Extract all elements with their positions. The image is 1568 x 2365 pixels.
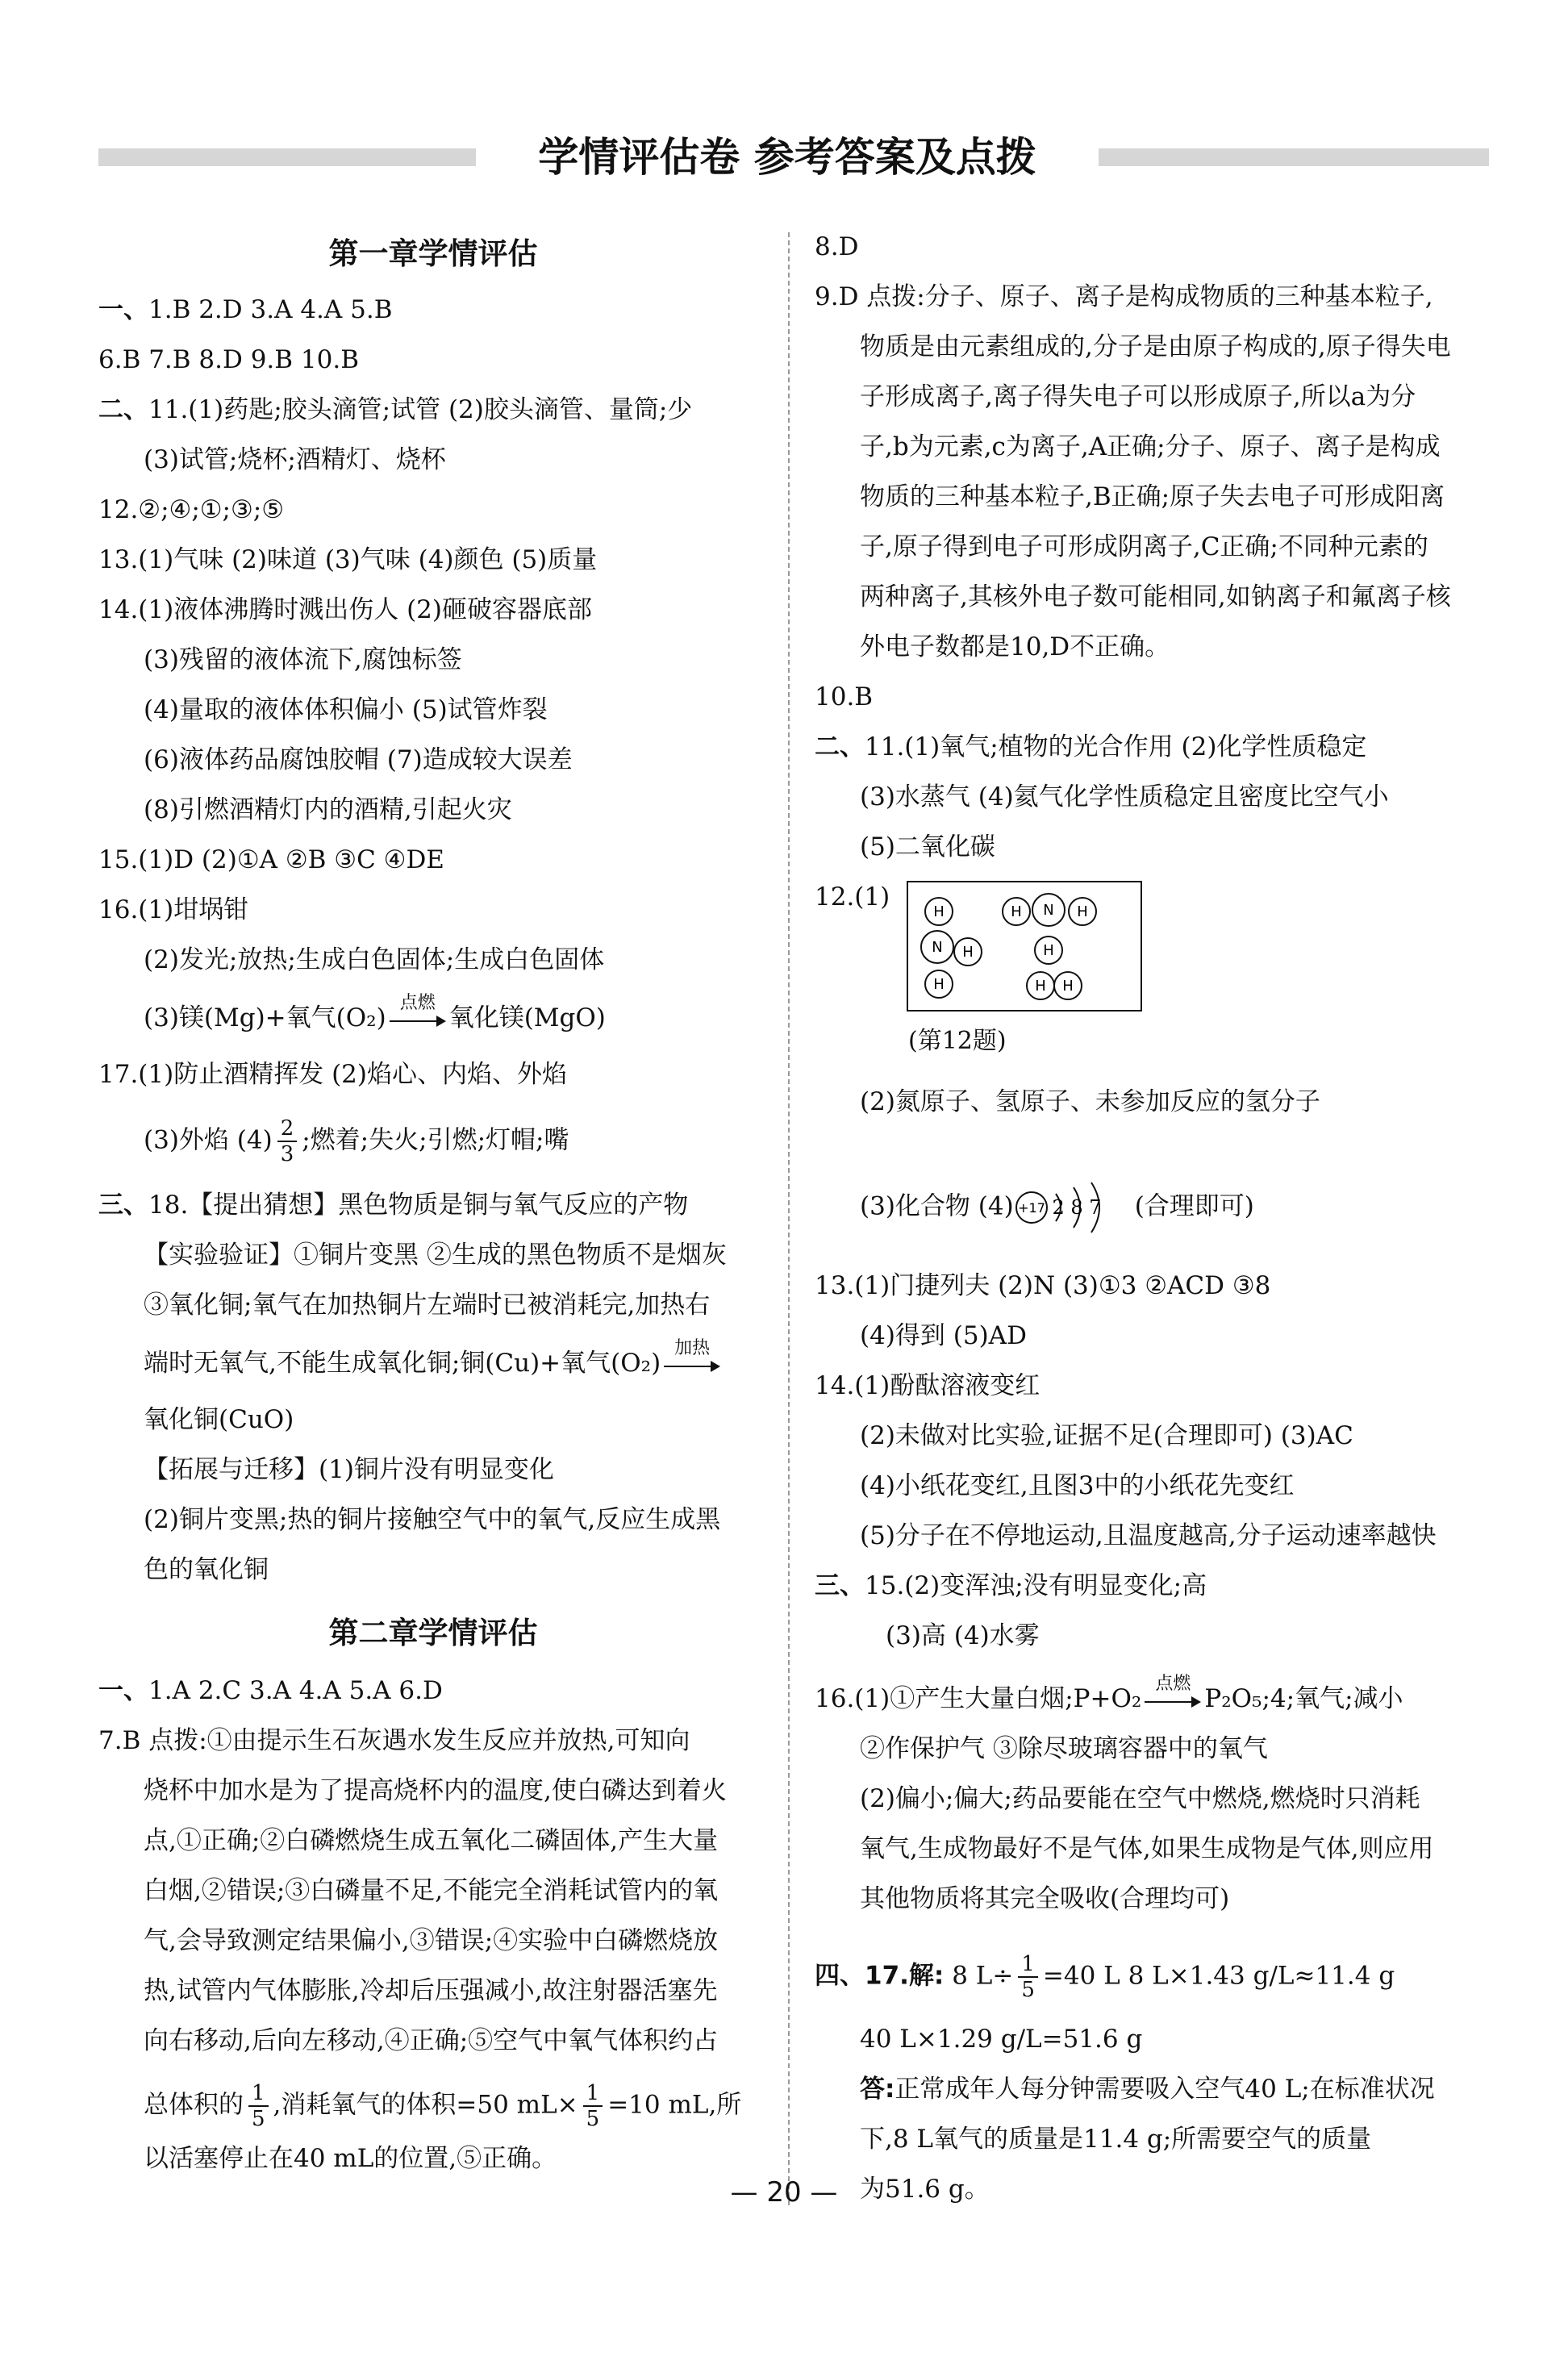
ch1-q14-line2: (3)残留的液体流下,腐蚀标签 [144, 645, 462, 674]
ch2-q7-line9: 以活塞停止在40 mL的位置,⑤正确。 [144, 2144, 557, 2173]
ch2-q9-line7: 两种离子,其核外电子数可能相同,如钠离子和氟离子核 [860, 582, 1451, 611]
ch1-q13: 13.(1)气味 (2)味道 (3)气味 (4)颜色 (5)质量 [98, 545, 598, 574]
ch2-q7-line7: 向右移动,后向左移动,④正确;⑤空气中氧气体积约占 [144, 2026, 719, 2055]
ch2-q14-line4: (5)分子在不停地运动,且温度越高,分子运动速率越快 [860, 1521, 1437, 1550]
ch1-q16-line2: (2)发光;放热;生成白色固体;生成白色固体 [144, 945, 605, 974]
ch2-q9-line2: 物质是由元素组成的,分子是由原子构成的,原子得失电 [860, 332, 1451, 361]
ch1-q18: 三、18.【提出猜想】黑色物质是铜与氧气反应的产物 [98, 1191, 689, 1220]
ch2-q13: 13.(1)门捷列夫 (2)N (3)①3 ②ACD ③8 [815, 1271, 1271, 1300]
ch1-q14-line3: (4)量取的液体体积偏小 (5)试管炸裂 [144, 695, 548, 724]
svg-text:H: H [933, 903, 945, 920]
atom-circle [1069, 898, 1096, 925]
ch2-q7-line2: 烧杯中加水是为了提高烧杯内的温度,使白磷达到着火 [144, 1776, 727, 1805]
atom-circle [925, 898, 953, 925]
svg-text:+17: +17 [1017, 1200, 1045, 1216]
svg-text:H: H [1035, 978, 1046, 995]
ch2-q7: 7.B 点拨:①由提示生石灰遇水发生反应并放热,可知向 [98, 1726, 690, 1755]
ch2-q8: 8.D [815, 232, 859, 261]
ch2-q7-line4: 白烟,②错误;③白磷量不足,不能完全消耗试管内的氧 [144, 1876, 719, 1905]
ch1-q17: 17.(1)防止酒精挥发 (2)焰心、内焰、外焰 [98, 1060, 567, 1089]
ch2-q10: 10.B [815, 682, 874, 711]
ch1-q17-line2: (3)外焰 (4) $\frac{2}{3}$ ;燃着;失火;引燃;灯帽;嘴 [144, 1116, 569, 1166]
ch1-q14-line5: (8)引燃酒精灯内的酒精,引起火灾 [144, 795, 512, 824]
ch2-q17-line2: 40 L×1.29 g/L=51.6 g [860, 2025, 1143, 2054]
ch1-q18-line7: (2)铜片变黑;热的铜片接触空气中的氧气,反应生成黑 [144, 1505, 721, 1534]
ch2-q15: 三、15.(2)变浑浊;没有明显变化;高 [815, 1571, 1207, 1600]
ch2-q9-line8: 外电子数都是10,D不正确。 [860, 632, 1170, 661]
ch2-q7-line3: 点,①正确;②白磷燃烧生成五氧化二磷固体,产生大量 [144, 1826, 719, 1855]
ch2-q13-line2: (4)得到 (5)AD [860, 1321, 1027, 1350]
ch2-q7-line6: 热,试管内气体膨胀,冷却后压强减小,故注射器活塞先 [144, 1976, 718, 2005]
ch1-q11-cont: (3)试管;烧杯;酒精灯、烧杯 [144, 445, 446, 474]
ch1-q16-equation: (3)镁(Mg)+氧气(O₂) 点燃 氧化镁(MgO) [144, 992, 606, 1032]
ch1-q11: 二、11.(1)药匙;胶头滴管;试管 (2)胶头滴管、量筒;少 [98, 395, 693, 424]
ch2-q9-line4: 子,b为元素,c为离子,A正确;分子、原子、离子是构成 [860, 432, 1441, 461]
atom-circle [921, 931, 953, 963]
ch1-q14: 14.(1)液体沸腾时溅出伤人 (2)砸破容器底部 [98, 595, 592, 624]
svg-text:N: N [1043, 902, 1054, 919]
ch1-q16: 16.(1)坩埚钳 [98, 895, 249, 924]
svg-text:H: H [962, 944, 974, 961]
ch2-q9: 9.D 点拨:分子、原子、离子是构成物质的三种基本粒子, [815, 282, 1433, 311]
ch2-q12-line2: (2)氮原子、氢原子、未参加反应的氢分子 [860, 1087, 1320, 1116]
column-divider [788, 232, 790, 2205]
svg-text:2 8 7: 2 8 7 [1052, 1196, 1102, 1219]
ch2-q16-line2: ②作保护气 ③除尽玻璃容器中的氧气 [860, 1734, 1268, 1763]
ch2-q14-line3: (4)小纸花变红,且图3中的小纸花先变红 [860, 1471, 1295, 1500]
ch2-q16-line3: (2)偏小;偏大;药品要能在空气中燃烧,燃烧时只消耗 [860, 1784, 1420, 1813]
atom-circle [954, 938, 982, 966]
fraction: $\frac{1}{5}$ [1018, 1952, 1038, 2002]
ch2-q9-line6: 子,原子得到电子可形成阴离子,C正确;不同种元素的 [860, 532, 1428, 561]
ch1-q18-equation: 端时无氧气,不能生成氧化铜;铜(Cu)+氧气(O₂) 加热 [144, 1345, 724, 1381]
page-title: 学情评估卷 参考答案及点拨 [476, 129, 1099, 186]
ch1-section1-row1: 一、1.B 2.D 3.A 4.A 5.B [98, 295, 393, 324]
ch2-q14-line2: (2)未做对比实验,证据不足(合理即可) (3)AC [860, 1421, 1353, 1450]
atom-circle [1032, 894, 1065, 926]
ch2-q16-line4: 氧气,生成物最好不是气体,如果生成物是气体,则应用 [860, 1834, 1434, 1863]
atom-circle [1035, 936, 1062, 964]
ch2-q9-line5: 物质的三种基本粒子,B正确;原子失去电子可形成阳离 [860, 482, 1445, 511]
ch2-q14: 14.(1)酚酞溶液变红 [815, 1371, 1040, 1400]
ch2-q11-line3: (5)二氧化碳 [860, 832, 995, 861]
page-number: — 20 — [730, 2176, 838, 2209]
ch1-q14-line4: (6)液体药品腐蚀胶帽 (7)造成较大误差 [144, 745, 573, 774]
ch2-section1: 一、1.A 2.C 3.A 4.A 5.A 6.D [98, 1676, 443, 1705]
atom-circle [1003, 898, 1030, 925]
ch2-q12-line3: (3)化合物 (4) +17 2 8 7 (合理即可) [860, 1179, 1254, 1236]
fraction: $\frac{1}{5}$ [248, 2081, 269, 2131]
svg-text:H: H [1062, 978, 1074, 995]
atom-circle [1054, 972, 1082, 999]
ch1-q18-line5: 氧化铜(CuO) [144, 1405, 294, 1434]
ch1-q18-line8: 色的氧化铜 [144, 1555, 269, 1584]
ch2-q11-line2: (3)水蒸气 (4)氦气化学性质稳定且密度比空气小 [860, 782, 1389, 811]
ch1-q12: 12.②;④;①;③;⑤ [98, 495, 285, 524]
ch1-section1-row2: 6.B 7.B 8.D 9.B 10.B [98, 345, 360, 374]
ch2-q9-line3: 子形成离子,离子得失电子可以形成原子,所以a为分 [860, 382, 1416, 411]
fraction: $\frac{2}{3}$ [277, 1116, 298, 1166]
reaction-arrow: 点燃 [390, 1007, 446, 1032]
ch2-q11: 二、11.(1)氧气;植物的光合作用 (2)化学性质稳定 [815, 732, 1367, 761]
ch2-q17-answer-line3: 为51.6 g。 [860, 2175, 990, 2204]
ch2-q15-line2: (3)高 (4)水雾 [886, 1621, 1040, 1650]
ch1-q15: 15.(1)D (2)①A ②B ③C ④DE [98, 845, 444, 874]
molecule-box-figure [907, 881, 1142, 1011]
svg-text:H: H [1011, 903, 1022, 920]
svg-text:N: N [932, 939, 943, 956]
svg-text:H: H [1043, 942, 1054, 959]
ch2-q17-answer: 答:正常成年人每分钟需要吸入空气40 L;在标准状况 [860, 2075, 1435, 2104]
svg-text:H: H [1077, 903, 1088, 920]
ch1-q18-line2: 【实验验证】①铜片变黑 ②生成的黑色物质不是烟灰 [144, 1241, 727, 1270]
chlorine-atom-structure-diagram [1014, 1179, 1135, 1236]
ch2-q17-answer-line2: 下,8 L氧气的质量是11.4 g;所需要空气的质量 [860, 2125, 1372, 2154]
reaction-arrow: 加热 [664, 1353, 720, 1377]
atom-circle [925, 970, 953, 998]
ch2-q12: 12.(1) [815, 882, 890, 911]
atom-circle [1027, 972, 1054, 999]
ch2-q16: 16.(1)①产生大量白烟;P+O₂ 点燃 P₂O₅;4;氧气;减小 [815, 1673, 1403, 1713]
ch1-q18-line3: ③氧化铜;氧气在加热铜片左端时已被消耗完,加热右 [144, 1291, 711, 1320]
ch2-q7-line5: 气,会导致测定结果偏小,③错误;④实验中白磷燃烧放 [144, 1926, 719, 1955]
ch2-q7-line8: 总体积的 $\frac{1}{5}$ ,消耗氧气的体积=50 mL× $\frac{1}{5}$ =10 mL,所 [144, 2081, 742, 2131]
svg-text:H: H [933, 976, 945, 993]
chapter1-heading: 第一章学情评估 [328, 236, 538, 271]
ch2-q16-line5: 其他物质将其完全吸收(合理均可) [860, 1884, 1230, 1913]
ch2-q17: 四、17.解: 8 L÷ $\frac{1}{5}$ =40 L 8 L×1.43 g/L≈11.4 g [815, 1952, 1395, 2002]
ch1-q18-line6: 【拓展与迁移】(1)铜片没有明显变化 [144, 1455, 554, 1484]
chapter2-heading: 第二章学情评估 [328, 1616, 538, 1650]
reaction-arrow: 点燃 [1145, 1688, 1201, 1712]
figure-caption: (第12题) [908, 1027, 1007, 1055]
fraction: $\frac{1}{5}$ [583, 2081, 603, 2131]
